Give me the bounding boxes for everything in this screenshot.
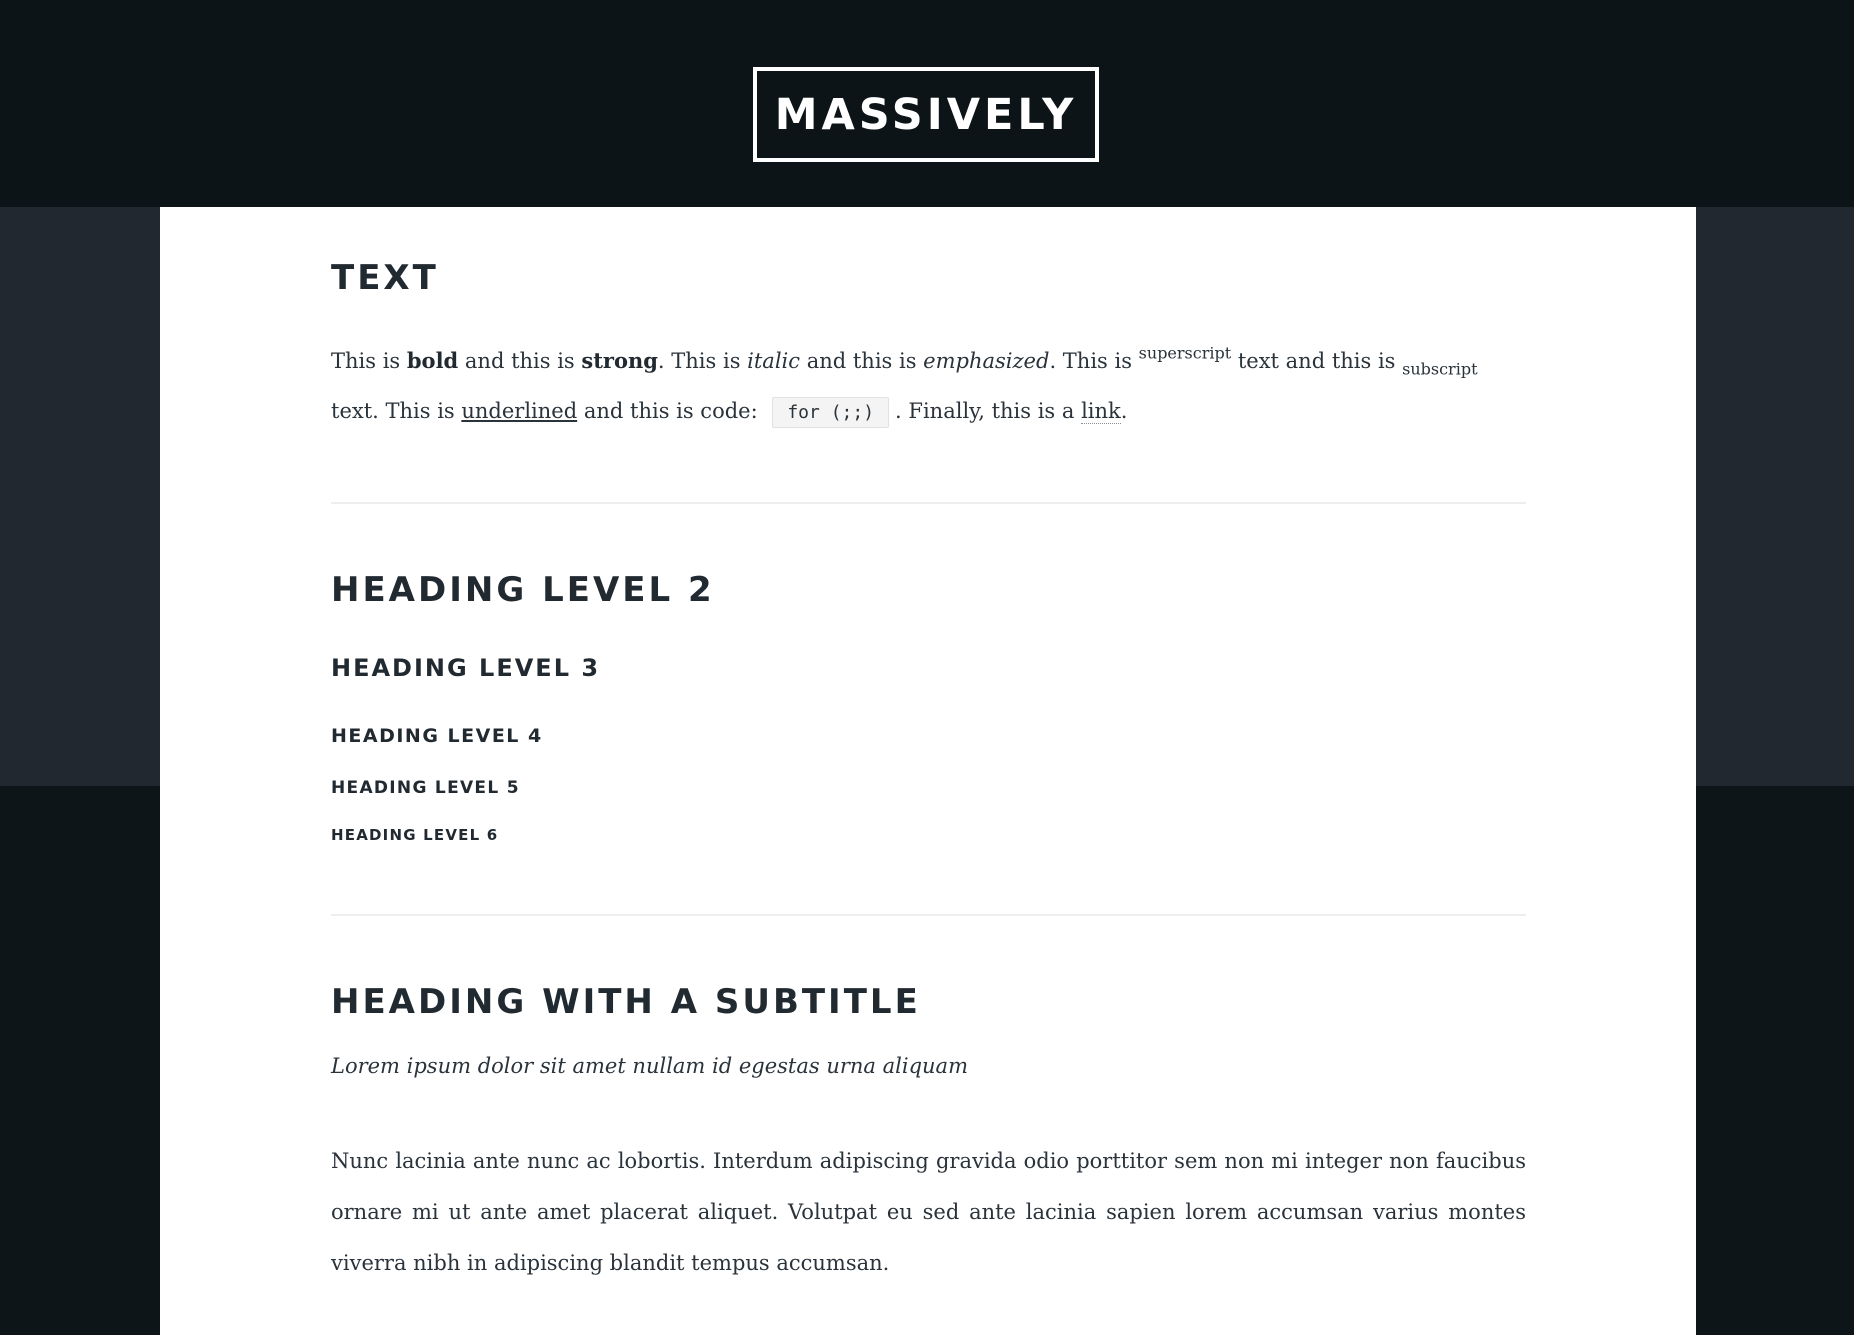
subtitle-section-heading: HEADING WITH A SUBTITLE xyxy=(331,982,921,1022)
strong-text: strong xyxy=(581,348,658,373)
subscript-text: subscript xyxy=(1402,359,1478,379)
sample-link[interactable]: link xyxy=(1081,399,1121,423)
site-logo[interactable]: MASSIVELY xyxy=(753,67,1099,162)
heading-level-2: HEADING LEVEL 2 xyxy=(331,570,715,610)
text-heading: TEXT xyxy=(331,258,439,298)
divider-1 xyxy=(331,502,1526,504)
emphasized-text: emphasized xyxy=(923,349,1050,373)
heading-level-6: HEADING LEVEL 6 xyxy=(331,826,499,844)
heading-level-4: HEADING LEVEL 4 xyxy=(331,725,543,747)
heading-level-5: HEADING LEVEL 5 xyxy=(331,778,520,798)
heading-level-3: HEADING LEVEL 3 xyxy=(331,654,601,682)
code-snippet: for (;;) xyxy=(772,397,889,428)
divider-2 xyxy=(331,914,1526,916)
bold-text: bold xyxy=(406,348,459,373)
body-paragraph: Nunc lacinia ante nunc ac lobortis. Interdum adipiscing gravida odio porttitor sem non mi integer non faucibus ornare mi ut ante amet placerat aliquet. Volutpat eu sed ante lacinia sapien lorem accumsan varius montes viverra nibh in adipiscing blandit tempus accumsan. xyxy=(331,1149,1526,1275)
italic-text: italic xyxy=(747,349,801,373)
subtitle-text: Lorem ipsum dolor sit amet nullam id egestas urna aliquam xyxy=(331,1054,968,1078)
underlined-text: underlined xyxy=(461,399,578,423)
superscript-text: superscript xyxy=(1138,343,1232,363)
text-sample-paragraph: This is bold and this is strong. This is italic and this is emphasized. This is $^{superscript}$ text and this is $_{subscript}$ text. This is underlined and this is code: for (;;) . Finally, this is a link. xyxy=(331,336,1526,438)
